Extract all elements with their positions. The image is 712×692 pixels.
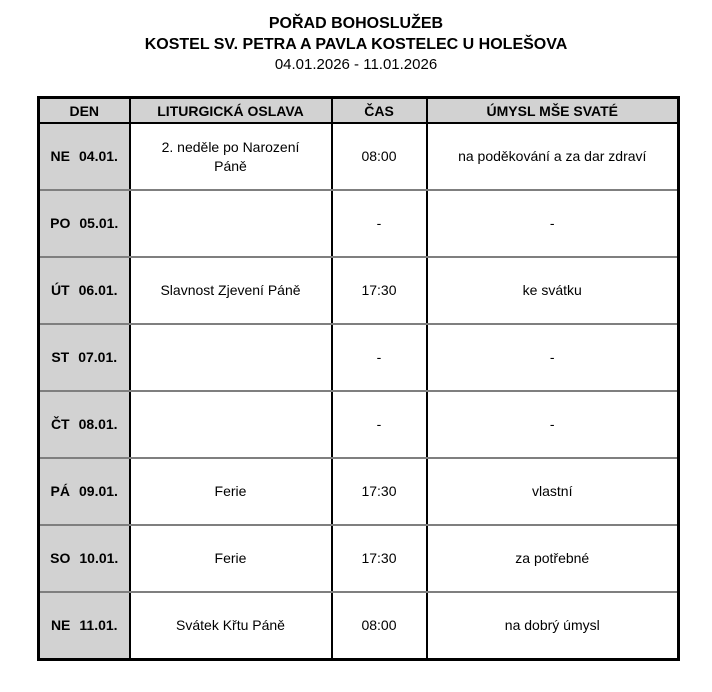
table-row [39,190,679,257]
day-cell [39,525,130,592]
celebration-cell [130,391,332,458]
time-cell: 08:00 [332,123,427,190]
doc-header [0,0,712,75]
celebration-cell [130,324,332,391]
table-row [39,525,679,592]
schedule-table-body [39,123,679,660]
day-date: 09.01. [79,483,118,499]
celebration-cell [130,190,332,257]
column-header-cas: ČAS [332,98,427,124]
day-cell [39,391,130,458]
day-date: 10.01. [79,550,119,566]
day-abbr: SO [50,550,71,566]
column-header-umysl-mse-svate: ÚMYSL MŠE SVATÉ [427,98,679,124]
day-abbr: ČT [50,416,70,432]
time-cell: 17:30 [332,525,427,592]
intention-cell: vlastní [427,458,679,525]
day-cell [39,190,130,257]
day-abbr: PÁ [50,483,70,499]
day-date: 04.01. [79,148,118,164]
page-title: POŘAD BOHOSLUŽEB [268,15,444,32]
time-cell: - [332,190,427,257]
day-cell [39,592,130,660]
time-cell: 17:30 [332,257,427,324]
header-row [39,98,679,124]
day-abbr: NE [50,148,70,164]
intention-cell: na dobrý úmysl [427,592,679,660]
table-row [39,324,679,391]
time-cell: - [332,324,427,391]
column-header-liturgicka-oslava: LITURGICKÁ OSLAVA [130,98,332,124]
day-abbr: ST [51,349,70,365]
intention-cell: - [427,391,679,458]
intention-cell: - [427,324,679,391]
celebration-cell: Ferie [130,458,332,525]
day-cell [39,257,130,324]
celebration-cell: Svátek Křtu Páně [130,592,332,660]
table-row [39,123,679,190]
day-cell [39,458,130,525]
table-row [39,391,679,458]
time-cell: 17:30 [332,458,427,525]
day-abbr: NE [50,617,71,633]
day-date: 06.01. [78,282,118,298]
table-row [39,592,679,660]
time-cell: 08:00 [332,592,427,660]
day-cell [39,324,130,391]
schedule-table-head [39,98,679,124]
church-name: KOSTEL SV. PETRA A PAVLA KOSTELEC U HOLEŠOVA [144,36,568,53]
schedule-table [37,96,680,661]
day-date: 11.01. [79,617,118,633]
time-cell: - [332,391,427,458]
intention-cell: za potřebné [427,525,679,592]
intention-cell: ke svátku [427,257,679,324]
day-abbr: PO [50,215,71,231]
table-row [39,458,679,525]
column-header-den: DEN [39,98,130,124]
date-range: 04.01.2026 - 11.01.2026 [274,56,438,73]
day-abbr: ÚT [50,282,70,298]
day-cell [39,123,130,190]
celebration-cell: Ferie [130,525,332,592]
day-date: 08.01. [78,416,118,432]
intention-cell: - [427,190,679,257]
intention-cell: na poděkování a za dar zdraví [427,123,679,190]
day-date: 07.01. [78,349,118,365]
day-date: 05.01. [79,215,119,231]
celebration-cell: 2. neděle po Narození Páně [130,123,332,190]
celebration-cell: Slavnost Zjevení Páně [130,257,332,324]
table-row [39,257,679,324]
